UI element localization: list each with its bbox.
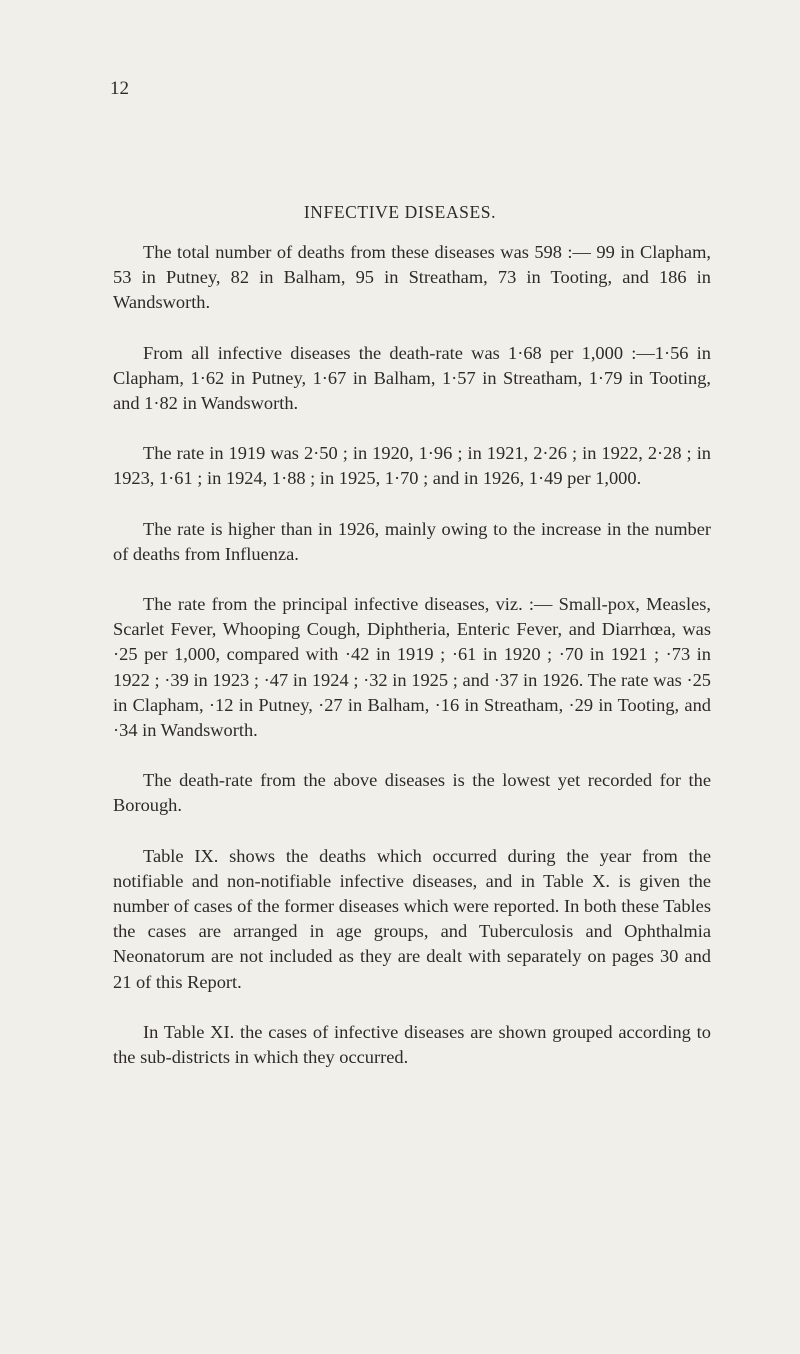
section-title: INFECTIVE DISEASES. xyxy=(303,202,497,222)
paragraph-lowest-recorded: The death-rate from the above diseases is the lowest yet recorded for the Borough. xyxy=(113,770,711,816)
paragraph-deaths-total: The total number of deaths from these diseases was 598 :— 99 in Clapham, 53 in Putney, 82 in Balham, 95 in Streatham, 73 in Tooting, and 186 in Wandsworth. xyxy=(113,242,711,313)
body-text xyxy=(113,240,711,1095)
paragraph-rate-higher: The rate is higher than in 1926, mainly owing to the increase in the number of deaths from Influenza. xyxy=(113,518,711,564)
paragraph-tables-ix-x: Table IX. shows the deaths which occurred during the year from the notifiable and non-notifiable infective diseases, and in Table X. is given the number of cases of the former diseases which were reported. In both these Tables the cases are arranged in age groups, and Tuberculosis and Ophthalmia Neonatorum are not included as they are dealt with separately on pages 30 and 21 of this Report. xyxy=(113,845,711,992)
paragraph-principal-diseases: The rate from the principal infective diseases, viz. :— Small-pox, Measles, Scarlet Fever, Whooping Cough, Diphtheria, Enteric Fever, and Diarrhœa, was ·25 per 1,000, compared with ·42 in 1919 ; ·61 in 1920 ; ·70 in 1921 ; ·73 in 1922 ; ·39 in 1923 ; ·47 in 1924 ; ·32 in 1925 ; and ·37 in 1926. The rate was ·25 in Clapham, ·12 in Putney, ·27 in Balham, ·16 in Streatham, ·29 in Tooting, and ·34 in Wandsworth. xyxy=(113,594,711,741)
paragraph-table-xi: In Table XI. the cases of infective diseases are shown grouped according to the sub-districts in which they occurred. xyxy=(113,1021,711,1068)
paragraph-death-rate: From all infective diseases the death-rate was 1·68 per 1,000 :—1·56 in Clapham, 1·62 in Putney, 1·67 in Balham, 1·57 in Streatham, 1·79 in Tooting, and 1·82 in Wandsworth. xyxy=(113,342,711,414)
page-number: 12 xyxy=(110,78,129,99)
paragraph-rate-by-year: The rate in 1919 was 2·50 ; in 1920, 1·96 ; in 1921, 2·26 ; in 1922, 2·28 ; in 1923, 1·61 ; in 1924, 1·88 ; in 1925, 1·70 ; and in 1926, 1·49 per 1,000. xyxy=(113,443,711,489)
